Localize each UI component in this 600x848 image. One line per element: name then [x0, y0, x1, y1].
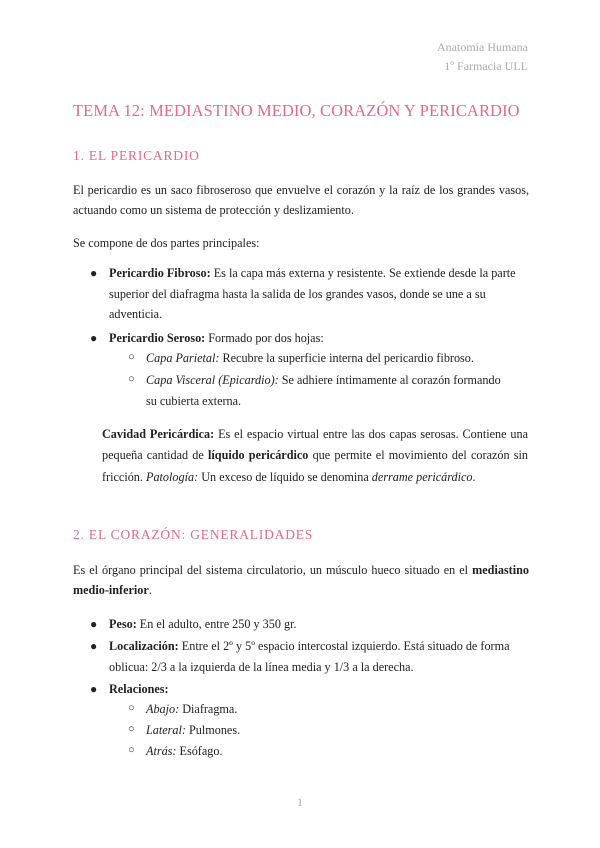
- lateral-text: Pulmones.: [185, 723, 241, 737]
- bullet-icon: ●: [90, 617, 98, 631]
- header-course: Anatomía Humana: [437, 40, 528, 54]
- section-heading-corazon: 2. EL CORAZÓN: GENERALIDADES: [73, 527, 314, 542]
- peso-text: En el adulto, entre 250 y 350 gr.: [136, 617, 297, 631]
- document-title: TEMA 12: MEDIASTINO MEDIO, CORAZÓN Y PERICARDIO: [73, 101, 520, 120]
- list-item-lateral: [146, 720, 526, 741]
- atras-label: Atrás:: [146, 744, 177, 758]
- cavidad-end: .: [472, 469, 476, 484]
- list-item-atras: [146, 741, 526, 762]
- circle-bullet-icon: ○: [128, 744, 135, 756]
- circle-bullet-icon: ○: [128, 373, 135, 385]
- pericardio-intro: El pericardio es un saco fibroseroso que envuelve el corazón y la raíz de los grandes vasos, actuando como un sistema de protección y deslizamiento.: [73, 183, 529, 217]
- header-degree: 1º Farmacia ULL: [444, 59, 528, 73]
- fibroso-label: Pericardio Fibroso:: [109, 266, 211, 280]
- circle-bullet-icon: ○: [128, 351, 135, 363]
- section-heading-pericardio: 1. EL PERICARDIO: [73, 148, 200, 163]
- visceral-text: Se adhiere íntimamente al corazón formando su cubierta externa.: [146, 373, 501, 408]
- parietal-text: Recubre la superficie interna del pericardio fibroso.: [219, 351, 474, 365]
- cavidad-text-1: Es el espacio virtual entre las dos capas serosas. Contiene una pequeña cantidad de: [102, 427, 528, 463]
- bullet-icon: ●: [90, 639, 98, 653]
- list-item-seroso: [109, 328, 529, 349]
- circle-bullet-icon: ○: [128, 723, 135, 735]
- relaciones-label: Relaciones:: [109, 682, 169, 696]
- cavidad-pericardica-box: [102, 424, 528, 488]
- list-item-abajo: [146, 699, 526, 720]
- corazon-intro: [73, 560, 529, 600]
- lateral-label: Lateral:: [146, 723, 186, 737]
- abajo-label: Abajo:: [146, 702, 180, 716]
- fibroso-text: Es la capa más externa y resistente. Se extiende desde la parte superior del diafragma hasta la salida de los grandes vasos, donde se une a su adventicia.: [109, 266, 516, 321]
- parts-intro: Se compone de dos partes principales:: [73, 236, 260, 250]
- abajo-text: Diafragma.: [179, 702, 238, 716]
- seroso-label: Pericardio Seroso:: [109, 331, 206, 345]
- page-number: 1: [297, 795, 303, 809]
- bullet-icon: ●: [90, 331, 98, 345]
- list-item-peso: [109, 614, 529, 635]
- mediastino-term: mediastino medio-inferior: [73, 563, 529, 597]
- list-item-visceral: [146, 370, 506, 411]
- circle-bullet-icon: ○: [128, 702, 135, 714]
- peso-label: Peso:: [109, 617, 137, 631]
- corazon-intro-1: Es el órgano principal del sistema circulatorio, un músculo hueco situado en el: [73, 563, 473, 577]
- bullet-icon: ●: [90, 266, 98, 280]
- cavidad-label: Cavidad Pericárdica:: [102, 427, 215, 441]
- list-item-fibroso: [109, 263, 529, 325]
- list-item-relaciones: [109, 679, 529, 700]
- list-item-parietal: [146, 348, 529, 369]
- bullet-icon: ●: [90, 682, 98, 696]
- derrame-pericardico: derrame pericárdico: [371, 469, 473, 484]
- cavidad-text-3: Un exceso de líquido se denomina: [198, 469, 372, 484]
- atras-text: Esófago.: [176, 744, 223, 758]
- liquido-pericardico: líquido pericárdico: [208, 448, 309, 463]
- parietal-label: Capa Parietal:: [146, 351, 220, 365]
- localizacion-label: Localización:: [109, 639, 179, 653]
- patologia-label: Patología:: [146, 469, 199, 484]
- corazon-intro-2: .: [148, 583, 152, 597]
- list-item-localizacion: [109, 636, 529, 677]
- page-header: [437, 38, 528, 76]
- cavidad-text-2: que permite el movimiento del corazón sin fricción.: [102, 448, 529, 484]
- visceral-label: Capa Visceral (Epicardio):: [146, 373, 279, 387]
- seroso-text: Formado por dos hojas:: [205, 331, 324, 345]
- localizacion-text: Entre el 2º y 5º espacio intercostal izquierdo. Está situado de forma oblicua: 2/3 a la izquierda de la línea media y 1/3 a la derecha.: [109, 639, 510, 674]
